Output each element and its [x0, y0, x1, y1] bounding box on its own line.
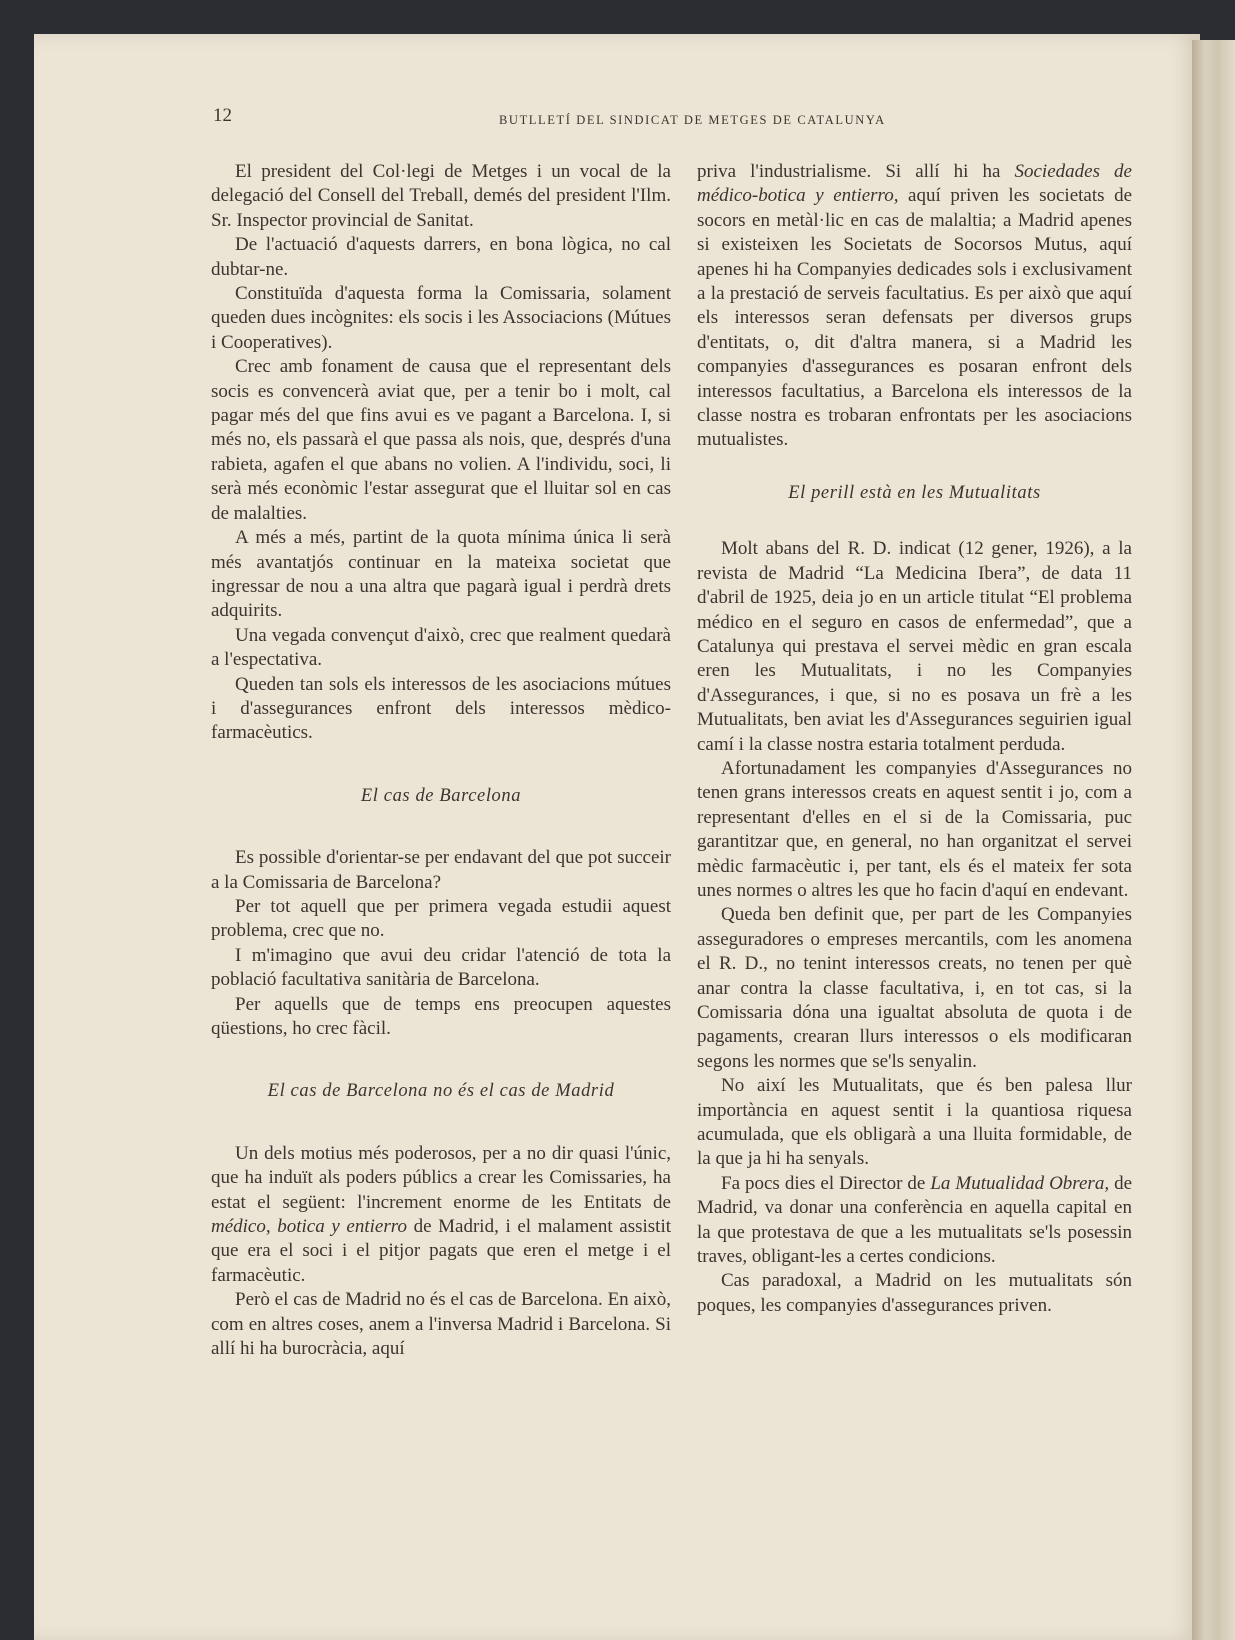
paragraph: De l'actuació d'aquests darrers, en bona lògica, no cal dubtar-ne. — [211, 234, 671, 280]
text-run: aquí priven les societats de socors en metàl·lic en cas de malaltia; a Madrid apenes si existeixen les Societats de Socorsos Mutus, aquí apenes hi ha Companyies dedicades sols i exclusivament a la prestació de serveis facultatius. Es per això que aquí els interessos seran defensats per diversos grups d'entitats, o, dit d'altra manera, si a Madrid les companyies d'assegurances es posaran enfront dels interessos facultatius, a Barcelona els interessos de la classe nostra es trobaran enfrontats per les asociacions mutualistes. — [697, 185, 1133, 451]
page-edge — [1192, 40, 1235, 1640]
paragraph: Cas paradoxal, a Madrid on les mutualitats són poques, les companyies d'assegurances priven. — [697, 1270, 1132, 1316]
running-title: BUTLLETÍ DEL SINDICAT DE METGES DE CATALUNYA — [499, 113, 886, 127]
paragraph: Per aquells que de temps ens preocupen aquestes qüestions, ho crec fàcil. — [211, 993, 671, 1039]
page-header — [213, 105, 1233, 131]
paragraph: No així les Mutualitats, que és ben palesa llur importància en aquest sentit i la quantiosa riquesa acumulada, que els obligarà a una lluita formidable, de la que ja hi ha senyals. — [697, 1075, 1132, 1170]
italic-run: médico, botica y entierro — [211, 1216, 407, 1238]
left-column — [211, 160, 671, 1361]
section-heading: El perill està en les Mutualitats — [788, 482, 1041, 503]
text-run: de Madrid, i el malament assistit que era el soci i el pitjor pagats que eren el metge i el farmacèutic. — [211, 1216, 671, 1286]
paragraph: Afortunadament les companyies d'Assegurances no tenen grans interessos creats en aquest sentit i jo, com a representant d'elles en el si de la Comissaria, puc garantitzar que, en general, no han organitzat el servei mèdic farmacèutic i, per tant, els és el mateix fer sota unes normes o altres les que ho facin d'aquí en endevant. — [697, 757, 1132, 901]
paragraph: Queden tan sols els interessos de les asociacions mútues i d'assegurances enfront dels interessos mèdico-farmacèutics. — [211, 673, 671, 744]
paragraph: Molt abans del R. D. indicat (12 gener, 1926), a la revista de Madrid “La Medicina Ibera”, de data 11 d'abril de 1925, deia jo en un article titulat “El problema médico en el seguro en casos de enfermedad”, que a Catalunya qui prestava el servei mèdic en gran escala eren les Mutualitats, i no les Companyies d'Assegurances, i que, si no es posava un frè a les Mutualitats, ben aviat les d'Assegurances seguirien igual camí i la classe nostra estaria totalment perduda. — [697, 538, 1132, 755]
paragraph: Es possible d'orientar-se per endavant del que pot succeir a la Comissaria de Barcelona? — [211, 847, 671, 893]
paragraph: Per tot aquell que per primera vegada estudii aquest problema, crec que no. — [211, 895, 671, 942]
paragraph: Crec amb fonament de causa que el representant dels socis es convencerà aviat que, per a tenir bo i molt, cal pagar més del que fins avui es ve pagant a Barcelona. I, si més no, els passarà el que passa als nois, que, després d'una rabieta, agafen el que abans no volien. A l'individu, soci, li serà més econòmic l'estar assegurat que el lluitar sol en cas de malalties. — [211, 356, 671, 524]
paragraph — [697, 160, 1132, 453]
paragraph: A més a més, partint de la quota mínima única li serà més avantatjós continuar en la mateixa societat que ingressar de nou a una altra que pagarà igual i perdrà drets adquirits. — [211, 527, 671, 622]
paragraph: Però el cas de Madrid no és el cas de Barcelona. En això, com en altres coses, anem a l'inversa Madrid i Barcelona. Si allí hi ha burocràcia, aquí — [211, 1289, 671, 1360]
paragraph — [697, 1172, 1132, 1270]
italic-run: La Mutualidad Obrera, — [930, 1172, 1110, 1194]
paragraph — [211, 1142, 671, 1288]
text-run: de Madrid, va donar una conferència en aquella capital en la que protestava de que a les mutualitats se'ls posessin traves, obligant-les a certes condicions. — [697, 1172, 1133, 1268]
italic-run: Sociedades de médico-botica y entierro, — [697, 161, 1132, 207]
right-column — [697, 160, 1132, 1318]
text-run: priva l'industrialisme. Si allí hi ha — [697, 161, 1015, 182]
paragraph: Constituïda d'aquesta forma la Comissaria, solament queden dues incògnites: els socis i les Associacions (Mútues i Cooperatives). — [211, 283, 671, 353]
page-number: 12 — [213, 105, 232, 126]
paragraph: El president del Col·legi de Metges i un vocal de la delegació del Consell del Treball, demés del president l'Ilm. Sr. Inspector provincial de Sanitat. — [211, 161, 671, 231]
paragraph: Una vegada convençut d'això, crec que realment quedarà a l'espectativa. — [211, 624, 671, 671]
section-heading: El cas de Barcelona no és el cas de Madrid — [267, 1081, 615, 1102]
paragraph: Queda ben definit que, per part de les Companyies asseguradores o empreses mercantils, com les anomena el R. D., no tenint interessos creats, no tenen per què anar contra la classe facultativa, i, en tot cas, si la Comissaria dóna una igualtat absoluta de quota i de pagaments, crearan llurs interessos o els modificaran segons les normes que se'ls senyalin. — [697, 904, 1132, 1072]
text-run: Fa pocs dies el Director de — [721, 1172, 931, 1194]
paragraph: I m'imagino que avui deu cridar l'atenció de tota la població facultativa sanitària de Barcelona. — [211, 944, 671, 991]
section-heading: El cas de Barcelona — [360, 785, 522, 806]
text-run: Un dels motius més poderosos, per a no dir quasi l'únic, que ha induït als poders públics a crear les Comissaries, ha estat el següent: l'increment enorme de les Entitats de — [211, 1142, 671, 1213]
